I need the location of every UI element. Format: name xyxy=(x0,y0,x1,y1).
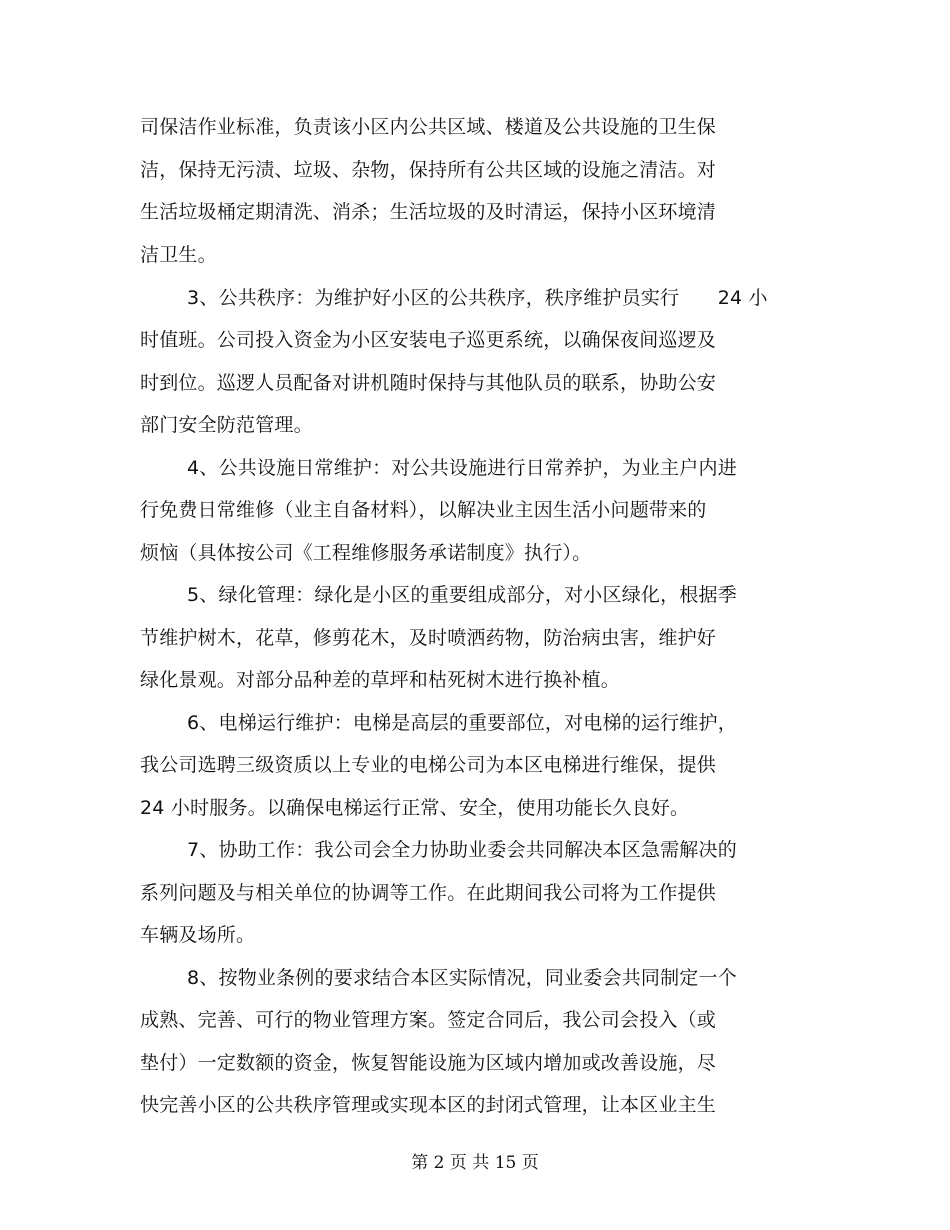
paragraph-4-first-line: 4、公共设施日常维护：对公共设施进行日常养护，为业主户内进 xyxy=(187,457,737,479)
text-line: 系列问题及与相关单位的协调等工作。在此期间我公司将为工作提供 xyxy=(140,882,717,904)
text-line: 司保洁作业标准，负责该小区内公共区域、楼道及公共设施的卫生保 xyxy=(140,116,717,138)
text-line: 行免费日常维修（业主自备材料），以解决业主因生活小问题带来的 xyxy=(140,499,707,521)
text-line: 部门安全防范管理。 xyxy=(140,414,313,436)
text-line: 车辆及场所。 xyxy=(140,924,256,946)
text-line: 洁卫生。 xyxy=(140,244,217,266)
paragraph-8-first-line: 8、按物业条例的要求结合本区实际情况，同业委会共同制定一个 xyxy=(187,967,737,989)
paragraph-3-first-line: 3、公共秩序：为维护好小区的公共秩序，秩序维护员实行 24 小 xyxy=(187,287,768,309)
text-line: 时值班。公司投入资金为小区安装电子巡更系统，以确保夜间巡逻及 xyxy=(140,329,717,351)
text-line: 烦恼（具体按公司《工程维修服务承诺制度》执行）。 xyxy=(140,542,592,564)
text-line: 我公司选聘三级资质以上专业的电梯公司为本区电梯进行维保，提供 xyxy=(140,754,717,776)
paragraph-5-first-line: 5、绿化管理：绿化是小区的重要组成部分，对小区绿化，根据季 xyxy=(187,584,737,606)
text-line: 节维护树木，花草，修剪花木，及时喷洒药物，防治病虫害，维护好 xyxy=(140,627,717,649)
text-line: 成熟、完善、可行的物业管理方案。签定合同后，我公司会投入（或 xyxy=(140,1009,717,1031)
page-number-footer: 第 2 页 共 15 页 xyxy=(411,1153,539,1173)
text-line: 垫付）一定数额的资金，恢复智能设施为区域内增加或改善设施，尽 xyxy=(140,1052,717,1074)
paragraph-6-first-line: 6、电梯运行维护：电梯是高层的重要部位，对电梯的运行维护， xyxy=(187,712,737,734)
text-line: 洁，保持无污渍、垃圾、杂物，保持所有公共区域的设施之清洁。对 xyxy=(140,159,717,181)
text-line: 绿化景观。对部分品种差的草坪和枯死树木进行换补植。 xyxy=(140,669,621,691)
text-line: 24 小时服务。以确保电梯运行正常、安全，使用功能长久良好。 xyxy=(140,797,690,819)
text-line: 时到位。巡逻人员配备对讲机随时保持与其他队员的联系，协助公安 xyxy=(140,372,717,394)
paragraph-7-first-line: 7、协助工作：我公司会全力协助业委会共同解决本区急需解决的 xyxy=(187,839,737,861)
text-line: 快完善小区的公共秩序管理或实现本区的封闭式管理，让本区业主生 xyxy=(140,1094,717,1116)
text-line: 生活垃圾桶定期清洗、消杀；生活垃圾的及时清运，保持小区环境清 xyxy=(140,201,717,223)
